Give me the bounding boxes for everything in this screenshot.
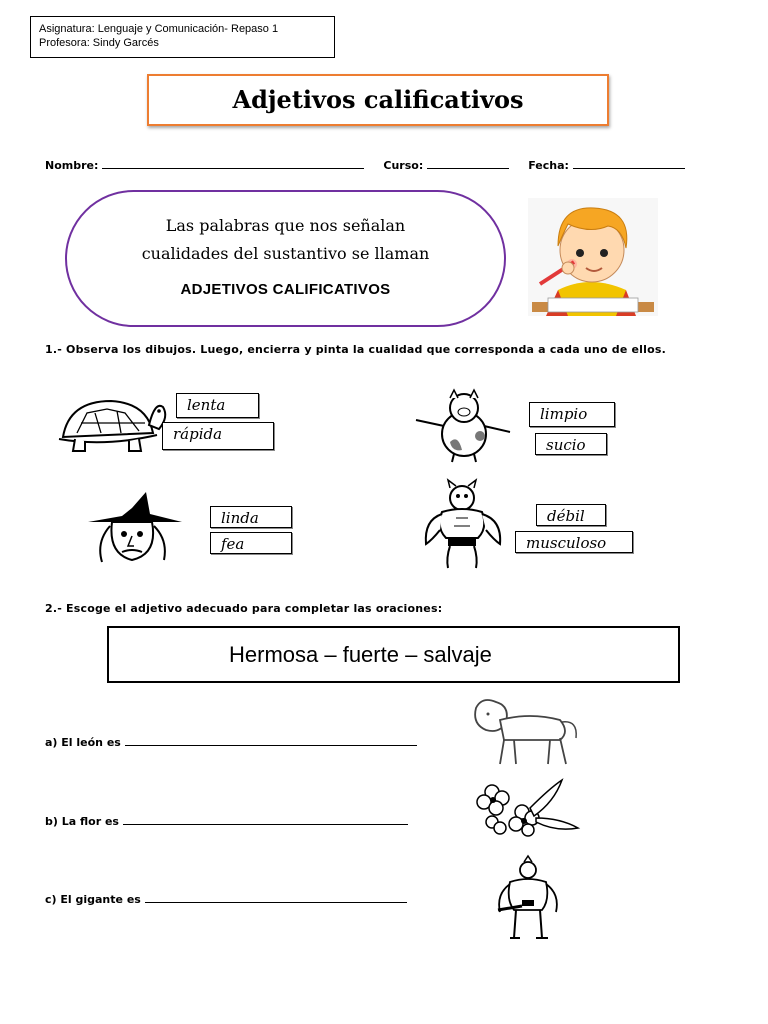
option-fea[interactable]: fea: [210, 532, 292, 554]
option-limpio[interactable]: limpio: [529, 402, 615, 427]
course-label: Curso:: [383, 159, 424, 172]
name-field[interactable]: [102, 158, 364, 169]
sentence-c-label: c) El gigante es: [45, 893, 141, 906]
sentence-a: [45, 736, 417, 749]
option-lenta[interactable]: lenta: [176, 393, 259, 418]
giant-illustration: [492, 860, 564, 942]
muscular-cat-illustration: [418, 484, 512, 570]
dirty-pig-illustration: [410, 390, 514, 462]
date-field[interactable]: [573, 158, 685, 169]
date-label: Fecha:: [528, 159, 569, 172]
adjective-options-box: Hermosa – fuerte – salvaje: [107, 626, 680, 683]
option-linda[interactable]: linda: [210, 506, 292, 528]
witch-illustration: [88, 492, 184, 566]
sentence-b: [45, 815, 408, 828]
sentence-b-answer-field[interactable]: [123, 816, 408, 825]
teacher-text: Profesora: Sindy Garcés: [39, 37, 159, 49]
definition-line-1: Las palabras que nos señalan: [165, 216, 406, 235]
sentence-a-answer-field[interactable]: [125, 737, 417, 746]
sentence-b-label: b) La flor es: [45, 815, 119, 828]
option-rapida[interactable]: rápida: [162, 422, 274, 450]
sentence-c-answer-field[interactable]: [145, 894, 407, 903]
definition-term: ADJETIVOS CALIFICATIVOS: [180, 281, 391, 298]
option-sucio[interactable]: sucio: [535, 433, 607, 455]
worksheet-title: Adjetivos calificativos: [147, 74, 609, 126]
question-2-text: 2.- Escoge el adjetivo adecuado para completar las oraciones:: [45, 602, 443, 615]
subject-text: Asignatura: Lenguaje y Comunicación- Repaso 1: [39, 23, 279, 35]
definition-box: [65, 190, 506, 327]
sentence-a-label: a) El león es: [45, 736, 121, 749]
subject-info-box: [30, 16, 335, 58]
question-1-text: 1.- Observa los dibujos. Luego, encierra y pinta la cualidad que corresponda a cada uno de ellos.: [45, 343, 666, 356]
course-field[interactable]: [427, 158, 509, 169]
definition-line-2: cualidades del sustantivo se llaman: [141, 244, 430, 263]
student-fields: [45, 158, 685, 172]
turtle-illustration: [55, 395, 167, 455]
sentence-c: [45, 893, 407, 906]
lion-illustration: [470, 698, 582, 768]
flower-illustration: [470, 778, 580, 838]
option-musculoso[interactable]: musculoso: [515, 531, 633, 553]
name-label: Nombre:: [45, 159, 99, 172]
option-debil[interactable]: débil: [536, 504, 606, 526]
boy-writing-illustration: [528, 198, 658, 316]
